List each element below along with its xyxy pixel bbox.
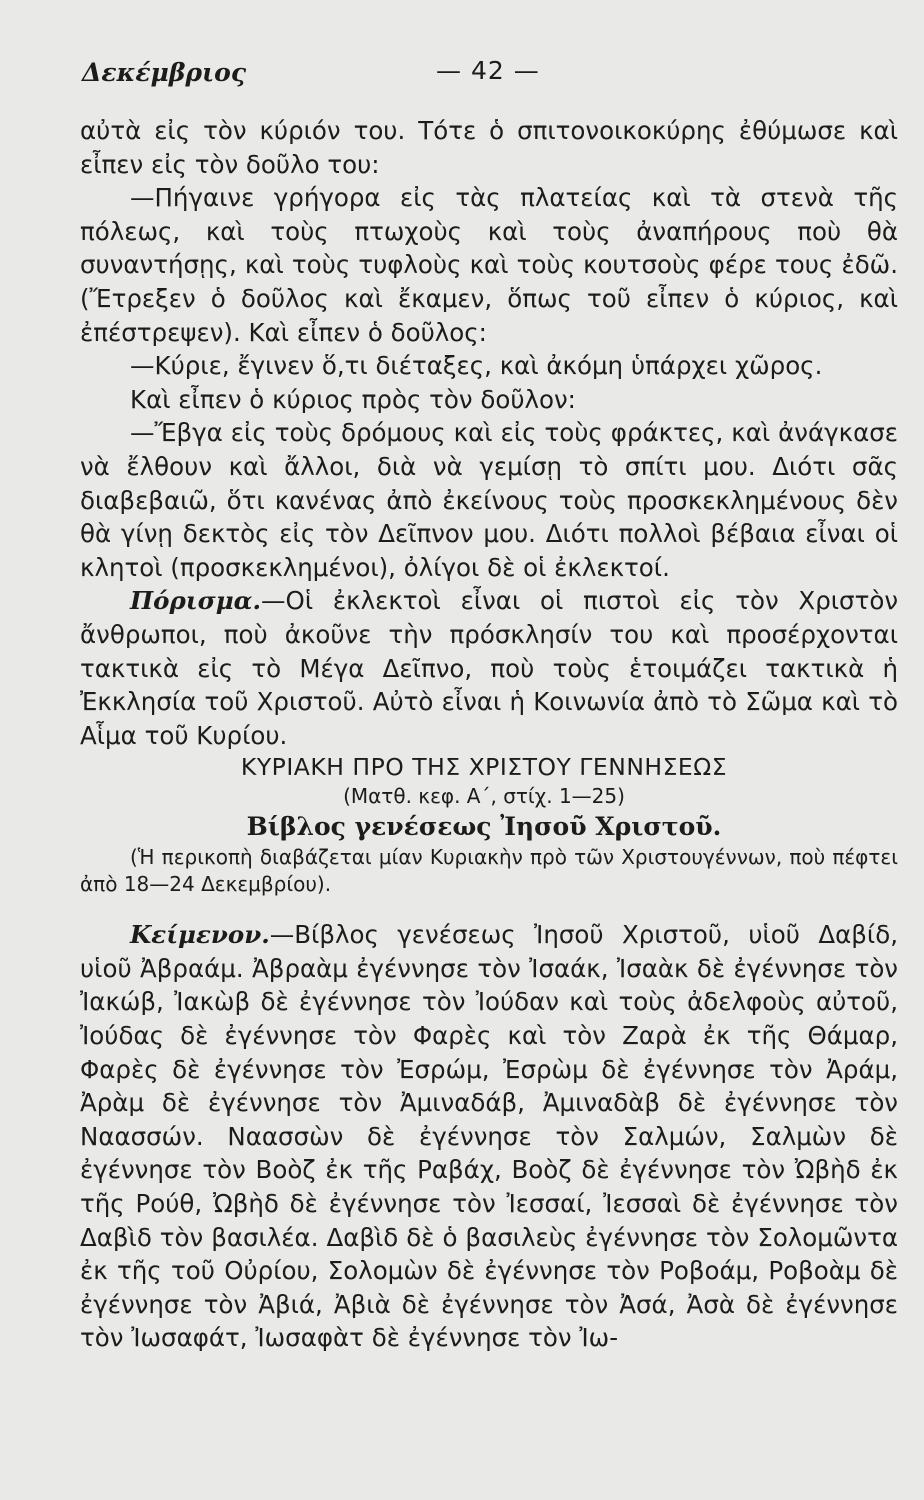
paragraph-3: —Κύριε, ἔγινεν ὅ,τι διέταξες, καὶ ἀκόμη ὑπάρχει χῶρος. [130,351,823,381]
page-header [80,56,898,96]
reading-note [80,844,898,898]
paragraph-5: —Ἔβγα εἰς τοὺς δρόμους καὶ εἰς τοὺς φράκτες, καὶ ἀνάγκασε νὰ ἔλθουν καὶ ἄλλοι, διὰ νὰ γεμίσῃ τὸ σπίτι μου. Διότι σᾶς διαβεβαιῶ, ὅτι κανένας ἀπὸ ἐκείνους τοὺς προσκεκλημένους δὲν θὰ γίνῃ δεκτὸς εἰς τὸν Δεῖπνον μου. Διότι πολλοὶ βέβαια εἶναι οἱ κλητοὶ (προσκεκλημένοι), ὀλίγοι δὲ οἱ ἐκλεκτοί. [80,418,898,582]
sunday-title: ΚΥΡΙΑΚΗ ΠΡΟ ΤΗΣ ΧΡΙΣΤΟΥ ΓΕΝΝΗΣΕΩΣ [240,753,728,782]
paragraph-1: αὐτὰ εἰς τὸν κύριόν του. Τότε ὁ σπιτονοικοκύρης ἐθύμωσε καὶ εἶπεν εἰς τὸν δοῦλο του: [80,116,898,179]
page-number: — 42 — [436,56,540,85]
body-text [80,114,898,1355]
reading-note-text: (Ἡ περικοπὴ διαβάζεται μίαν Κυριακὴν πρὸ τῶν Χριστουγέννων, ποὺ πέφτει ἀπὸ 18—24 Δεκεμβρίου). [80,845,898,897]
paragraph-2: —Πήγαινε γρήγορα εἰς τὰς πλατείας καὶ τὰ στενὰ τῆς πόλεως, καὶ τοὺς πτωχοὺς καὶ τοὺς ἀναπήρους ποὺ θὰ συναντήσῃς, καὶ τοὺς τυφλοὺς καὶ τοὺς κουτσοὺς φέρε τους ἐδῶ. (Ἔτρεξεν ὁ δοῦλος καὶ ἔκαμεν, ὅπως τοῦ εἶπεν ὁ κύριος, καὶ ἐπέστρεψεν). Καὶ εἶπεν ὁ δοῦλος: [80,183,898,347]
section-heading: Βίβλος γενέσεως Ἰησοῦ Χριστοῦ. [246,812,722,842]
keimenon-label: Κείμενον. [130,920,270,950]
porisma-label: Πόρισμα. [130,586,262,616]
running-title: Δεκέμβριος [82,58,247,87]
porisma-text: —Οἱ ἐκλεκτοὶ εἶναι οἱ πιστοὶ εἰς τὸν Χριστὸν ἄνθρωποι, ποὺ ἀκοῦνε τὴν πρόσκλησίν του καὶ προσέρχονται τακτικὰ εἰς τὸ Μέγα Δεῖπνο, ποὺ τοὺς ἑτοιμάζει τακτικὰ ἡ Ἐκκλησία τοῦ Χριστοῦ. Αὐτὸ εἶναι ἡ Κοινωνία ἀπὸ τὸ Σῶμα καὶ τὸ Αἷμα τοῦ Κυρίου. [80,586,898,750]
paragraph-4: Καὶ εἶπεν ὁ κύριος πρὸς τὸν δοῦλον: [130,384,576,414]
porisma-paragraph [80,584,898,752]
keimenon-text: —Βίβλος γενέσεως Ἰησοῦ Χριστοῦ, υἱοῦ Δαβίδ, υἱοῦ Ἀβραάμ. Ἀβραὰμ ἐγέννησε τὸν Ἰσαάκ, Ἰσαὰκ δὲ ἐγέννησε τὸν Ἰακώβ, Ἰακὼβ δὲ ἐγέννησε τὸν Ἰούδαν καὶ τοὺς ἀδελφοὺς αὐτοῦ, Ἰούδας δὲ ἐγέννησε τὸν Φαρὲς καὶ τὸν Ζαρὰ ἐκ τῆς Θάμαρ, Φαρὲς δὲ ἐγέννησε τὸν Ἐσρώμ, Ἐσρὼμ δὲ ἐγέννησε τὸν Ἀράμ, Ἀρὰμ δὲ ἐγέννησε τὸν Ἀμιναδάβ, Ἀμιναδὰβ δὲ ἐγέννησε τὸν Ναασσών. Ναασσὼν δὲ ἐγέννησε τὸν Σαλμών, Σαλμὼν δὲ ἐγέννησε τὸν Βοὸζ ἐκ τῆς Ραβάχ, Βοὸζ δὲ ἐγέννησε τὸν Ὠβὴδ ἐκ τῆς Ρούθ, Ὠβὴδ δὲ ἐγέννησε τὸν Ἰεσσαί, Ἰεσσαὶ δὲ ἐγέννησε τὸν Δαβὶδ τὸν βασιλέα. Δαβὶδ δὲ ὁ βασιλεὺς ἐγέννησε τὸν Σολομῶντα ἐκ τῆς τοῦ Οὐρίου, Σολομὼν δὲ ἐγέννησε τὸν Ροβοάμ, Ροβοὰμ δὲ ἐγέννησε τὸν Ἀβιά, Ἀβιὰ δὲ ἐγέννησε τὸν Ἀσά, Ἀσὰ δὲ ἐγέννησε τὸν Ἰωσαφάτ, Ἰωσαφὰτ δὲ ἐγέννησε τὸν Ἰω- [80,920,898,1353]
sunday-reference: (Ματθ. κεφ. Α΄, στίχ. 1—25) [343,784,625,809]
keimenon-paragraph [80,918,898,1355]
